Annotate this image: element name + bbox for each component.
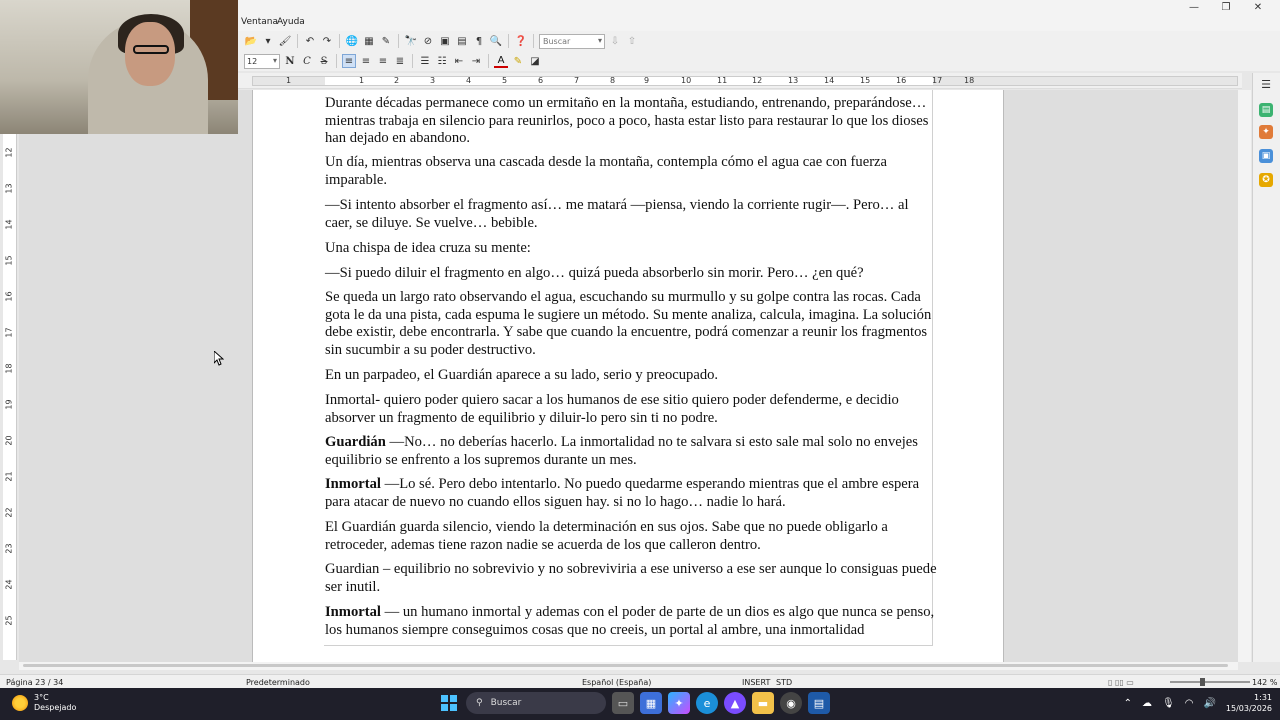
minimize-icon[interactable]: — — [1189, 1, 1199, 13]
ruler-number: 5 — [502, 76, 508, 85]
find-icon[interactable]: 🔭 — [404, 35, 418, 47]
proton-icon[interactable]: ▲ — [724, 692, 746, 714]
ruler-number: 17 — [932, 76, 943, 85]
chevron-up-icon[interactable]: ⌃ — [1123, 697, 1132, 709]
paragraph[interactable]: Se queda un largo rato observando el agua, escuchando su murmullo y su golpe contra las rocas. Cada gota le da una pista, cada espuma le sugiere un método. Su mente analiza, calcula, imagina. La solución debe existir, debe encontrarla. Y sabe que cuando la encuentre, podrá comenzar a reunir los fragmentos sin sucumbir a su poder destructivo. — [325, 289, 932, 358]
ruler-number: 22 — [4, 507, 14, 518]
clock[interactable] — [1226, 692, 1272, 714]
language[interactable]: Español (España) — [582, 678, 652, 687]
menu-ayuda[interactable]: Ayuda — [277, 17, 305, 27]
align-left-icon[interactable]: ≡ — [342, 54, 356, 68]
paragraph[interactable] — [325, 604, 937, 639]
document-canvas[interactable] — [19, 90, 1238, 662]
paragraph[interactable]: —Si intento absorber el fragmento así… me matará —piensa, viendo la corriente rugir—. Pero… al caer, se diluye. Se vuelve… bebible. — [325, 197, 909, 231]
dialogue-text: —Lo sé. Pero debo intentarlo. No puedo quedarme esperando mientras que el ambre espera para atacar de nuevo no cuando ellos siguen hay. si no lo hago… nadie lo hará. — [325, 476, 920, 510]
system-tray — [1124, 692, 1272, 714]
ruler-number: 18 — [964, 76, 975, 85]
bold-button[interactable]: N — [285, 55, 295, 67]
sidebar-deck — [1252, 73, 1280, 662]
gallery-icon[interactable]: ▣ — [1259, 149, 1273, 163]
ruler-number: 13 — [4, 183, 14, 194]
ruler-number: 6 — [538, 76, 544, 85]
navigator-icon[interactable]: ✪ — [1259, 173, 1273, 187]
weather-widget[interactable] — [12, 693, 76, 713]
help-icon[interactable]: ❓ — [514, 35, 528, 47]
scroll-thumb[interactable] — [23, 664, 1228, 667]
ruler-number: 15 — [860, 76, 871, 85]
styles-icon[interactable]: ✦ — [1259, 125, 1273, 139]
file-explorer-icon[interactable]: ▬ — [752, 692, 774, 714]
ruler-number: 7 — [574, 76, 580, 85]
ruler-number: 16 — [896, 76, 907, 85]
ruler-number: 9 — [644, 76, 650, 85]
wifi-icon[interactable]: ◠ — [1184, 697, 1194, 709]
save-icon[interactable]: ▾ — [265, 35, 271, 47]
find-next-icon[interactable]: ⇧ — [627, 35, 637, 47]
redo-icon[interactable]: ↷ — [322, 35, 332, 47]
paragraph[interactable]: En un parpadeo, el Guardián aparece a su lado, serio y preocupado. — [325, 367, 719, 383]
ruler-number: 14 — [4, 219, 14, 230]
document-page[interactable] — [252, 90, 1004, 662]
background-color-icon[interactable]: ◪ — [530, 55, 540, 67]
menu-ventana[interactable]: Ventana — [241, 17, 278, 27]
decrease-indent-icon[interactable]: ⇤ — [454, 55, 464, 67]
mouse-cursor-icon — [214, 351, 224, 366]
align-center-icon[interactable]: ≡ — [361, 55, 371, 67]
dialogue-text: —No… no deberías hacerlo. La inmortalidad no te salvara si esto sale mal solo no envejes equilibrio se enfrento a los supremos durante un mes. — [325, 434, 918, 468]
ruler-number: 17 — [4, 327, 14, 338]
horizontal-scrollbar[interactable] — [19, 662, 1238, 670]
draw-icon[interactable]: ✎ — [381, 35, 391, 47]
ruler-number: 13 — [788, 76, 799, 85]
open-icon[interactable]: 📂 — [244, 35, 258, 47]
align-right-icon[interactable]: ≡ — [378, 55, 388, 67]
italic-button[interactable]: C — [303, 55, 311, 67]
taskbar-search[interactable] — [466, 692, 606, 714]
cloud-icon[interactable]: ☁ — [1142, 697, 1152, 709]
paragraph[interactable]: Inmortal- quiero poder quiero sacar a los humanos de ese sitio quiero poder defenderme, e decidio absorver un fragmento de equilibrio y diluir-lo pero sin ti no podre. — [325, 392, 899, 426]
taskbar — [0, 688, 1280, 720]
ruler-number: 1 — [359, 76, 365, 85]
microphone-icon[interactable]: 🎙 — [1162, 697, 1175, 709]
speaker-name: Inmortal — [325, 604, 381, 620]
clock-time: 1:31 — [1254, 693, 1272, 702]
copilot-icon[interactable]: ✦ — [668, 692, 690, 714]
ruler-number: 8 — [610, 76, 616, 85]
font-size-select[interactable]: 12 ▾ — [244, 54, 280, 69]
insert-mode[interactable]: INSERT — [742, 678, 771, 687]
sun-icon — [12, 695, 28, 711]
volume-icon[interactable]: 🔊 — [1203, 697, 1216, 709]
zoom-slider[interactable] — [1170, 681, 1250, 683]
ruler-number: 15 — [4, 255, 14, 266]
ruler-number: 20 — [4, 435, 14, 446]
numbered-list-icon[interactable]: ☰ — [420, 55, 430, 67]
restore-icon[interactable]: ❐ — [1221, 1, 1231, 13]
ruler-number: 4 — [466, 76, 472, 85]
ruler-number: 2 — [394, 76, 400, 85]
ruler-number: 12 — [752, 76, 763, 85]
formatting-marks-icon[interactable]: ¶ — [475, 35, 483, 47]
ruler-number: 1 — [286, 76, 292, 85]
taskbar-search-label: Buscar — [490, 698, 522, 708]
speaker-name: Inmortal — [325, 476, 381, 492]
ruler-number: 19 — [4, 399, 14, 410]
paragraph[interactable]: Durante décadas permanece como un ermitaño en la montaña, estudiando, entrenando, preparándose… mientras trabaja en silencio para reunirlos, poco a poco, hasta estar listo para restaurar lo que los dioses han dejado en abandono. — [325, 95, 929, 147]
vertical-scrollbar[interactable] — [1238, 90, 1251, 662]
justify-icon[interactable]: ≣ — [395, 55, 405, 67]
database-icon[interactable]: ▤ — [457, 35, 467, 47]
ruler-number: 11 — [717, 76, 728, 85]
paragraph[interactable]: Un día, mientras observa una cascada desde la montaña, contempla cómo el agua cae con fuerza imparable. — [325, 154, 888, 188]
table-icon[interactable]: ▦ — [364, 35, 374, 47]
search-input[interactable]: Buscar ▾ — [539, 34, 605, 49]
hyperlink-icon[interactable]: 🌐 — [345, 35, 359, 47]
zoom-slider-handle[interactable] — [1200, 678, 1205, 686]
paragraph[interactable] — [325, 476, 937, 511]
page-count[interactable]: Página 23 / 34 — [6, 678, 64, 687]
clock-date: 15/03/2026 — [1225, 704, 1272, 713]
speaker-name: Guardián — [325, 434, 386, 450]
obs-icon[interactable]: ◉ — [780, 692, 802, 714]
gallery-icon[interactable]: ▣ — [440, 35, 450, 47]
weather-condition: Despejado — [34, 703, 77, 712]
menu-icon[interactable]: ☰ — [1261, 77, 1271, 91]
task-view-icon[interactable]: ▭ — [612, 692, 634, 714]
increase-indent-icon[interactable]: ⇥ — [471, 55, 481, 67]
webcam-overlay — [0, 0, 238, 134]
highlight-icon[interactable]: ✎ — [513, 55, 523, 67]
start-icon[interactable] — [438, 692, 460, 714]
selection-mode[interactable]: STD — [776, 678, 793, 687]
ruler-number: 14 — [824, 76, 835, 85]
paragraph[interactable]: Una chispa de idea cruza su mente: — [325, 240, 531, 256]
ruler-number: 23 — [4, 543, 14, 554]
page-style[interactable]: Predeterminado — [246, 678, 310, 687]
store-icon[interactable]: ▦ — [640, 692, 662, 714]
status-bar — [0, 674, 1280, 688]
taskbar-apps — [438, 692, 830, 714]
zoom-level[interactable]: 142 % — [1252, 678, 1278, 687]
horizontal-ruler[interactable] — [238, 73, 1242, 89]
ruler-number: 12 — [4, 147, 14, 158]
standard-toolbar — [238, 31, 1280, 51]
undo-icon[interactable]: ↶ — [305, 35, 315, 47]
edge-icon[interactable]: e — [696, 692, 718, 714]
bullet-list-icon[interactable]: ☷ — [437, 55, 447, 67]
paragraph[interactable]: Guardian – equilibrio no sobrevivio y no sobreviviria a ese universo a ese ser aunque lo consiguas puede ser inutil. — [325, 561, 937, 595]
find-previous-icon[interactable]: ⇩ — [610, 35, 620, 47]
vertical-ruler[interactable] — [3, 134, 17, 660]
window-controls — [1178, 0, 1274, 14]
ruler-number: 16 — [4, 291, 14, 302]
properties-icon[interactable]: ▤ — [1259, 103, 1273, 117]
ruler-number: 24 — [4, 579, 14, 590]
font-color-icon[interactable]: A — [494, 54, 508, 68]
no-entry-icon[interactable]: ⊘ — [423, 35, 433, 47]
strike-button[interactable]: S — [320, 55, 328, 67]
ruler-number: 10 — [681, 76, 692, 85]
paragraph[interactable]: —Si puedo diluir el fragmento en algo… quizá pueda absorberlo sin morir. Pero… ¿en qué? — [325, 265, 864, 281]
search-icon: ⚲ — [476, 698, 483, 708]
clone-format-icon[interactable]: 🖌 — [278, 35, 292, 47]
writer-icon[interactable]: ▤ — [808, 692, 830, 714]
temperature: 3°C — [34, 693, 49, 702]
ruler-number: 21 — [4, 471, 14, 482]
ruler-number: 25 — [4, 615, 14, 626]
formatting-toolbar — [238, 51, 1280, 71]
ruler-number: 3 — [430, 76, 436, 85]
paragraph[interactable] — [325, 434, 937, 469]
close-icon[interactable]: ✕ — [1253, 1, 1263, 13]
view-layout-icon[interactable]: ▯ ▯▯ ▭ — [1108, 678, 1134, 687]
ruler-number: 18 — [4, 363, 14, 374]
dialogue-text: — un humano inmortal y ademas con el poder de parte de un dios es algo que nunca se penso, los humanos siempre conseguimos cosas que no creeis, un portal al ambre, una inmortalidad — [325, 604, 935, 638]
paragraph[interactable]: El Guardián guarda silencio, viendo la determinación en sus ojos. Sabe que no puede obligarlo a retroceder, ademas tiene razon nadie se acuerda de los que calleron dentro. — [325, 519, 888, 553]
zoom-icon[interactable]: 🔍 — [489, 35, 503, 47]
